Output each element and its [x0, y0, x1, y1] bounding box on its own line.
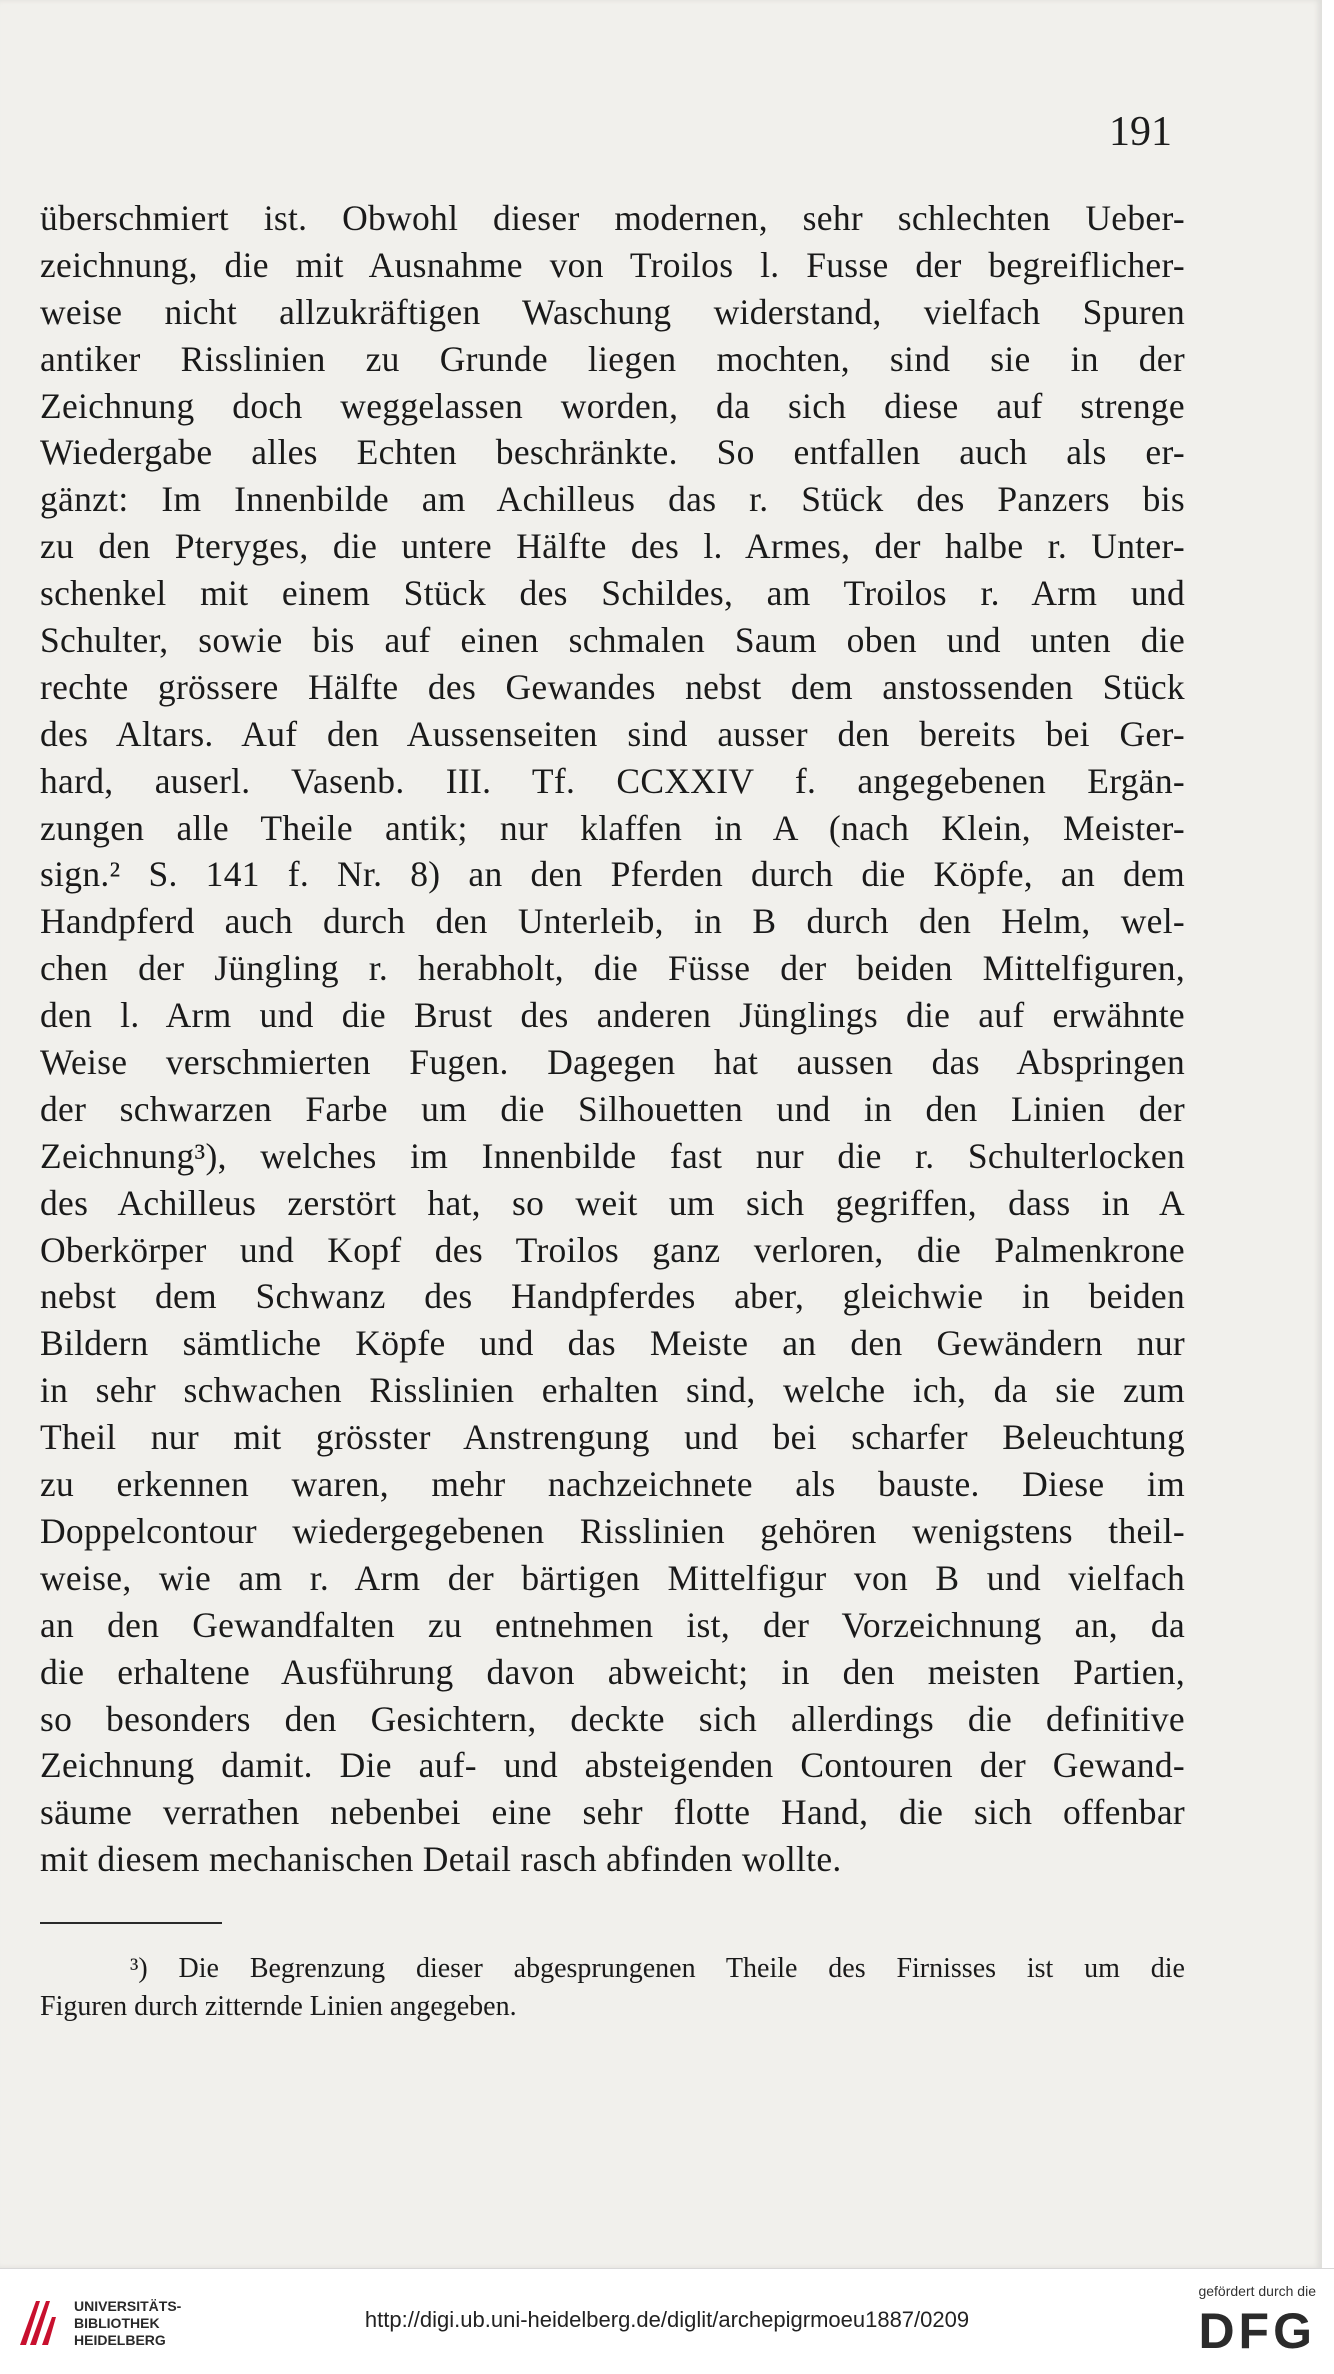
text-line: Zeichnung³), welches im Innenbilde fast nur die r. Schulterlocken	[40, 1135, 1185, 1176]
text-line: sign.² S. 141 f. Nr. 8) an den Pferden durch die Köpfe, an dem	[40, 854, 1185, 895]
text-line: Bildern sämtliche Köpfe und das Meiste an den Gewändern nur	[40, 1323, 1185, 1364]
text-line: des Achilleus zerstört hat, so weit um sich gegriffen, dass in A	[40, 1182, 1185, 1223]
text-line: zu den Pteryges, die untere Hälfte des l. Armes, der halbe r. Unter-	[40, 526, 1185, 567]
text-line: Zeichnung damit. Die auf- und absteigenden Contouren der Gewand-	[40, 1745, 1185, 1786]
dfg-logo: DFG	[1198, 2303, 1316, 2359]
text-line: überschmiert ist. Obwohl dieser modernen, sehr schlechten Ueber-	[40, 198, 1185, 238]
funding-caption: gefördert durch die	[1198, 2283, 1316, 2299]
text-line: nebst dem Schwanz des Handpferdes aber, gleichwie in beiden	[40, 1276, 1185, 1317]
page-number: 191	[1109, 109, 1172, 155]
text-line: Handpferd auch durch den Unterleib, in B durch den Helm, wel-	[40, 901, 1185, 942]
library-name-line3: HEIDELBERG	[74, 2331, 166, 2348]
text-line: des Altars. Auf den Aussenseiten sind ausser den bereits bei Ger-	[40, 713, 1185, 754]
text-line: schenkel mit einem Stück des Schildes, am Troilos r. Arm und	[40, 573, 1185, 614]
text-line: an den Gewandfalten zu entnehmen ist, der Vorzeichnung an, da	[40, 1604, 1185, 1645]
text-line: Wiedergabe alles Echten beschränkte. So entfallen auch als er-	[40, 432, 1185, 473]
text-line: der schwarzen Farbe um die Silhouetten und in den Linien der	[40, 1088, 1185, 1129]
library-name-line1: UNIVERSITÄTS-	[74, 2297, 182, 2314]
text-line: in sehr schwachen Risslinien erhalten sind, welche ich, da sie zum	[40, 1370, 1185, 1411]
text-line: Doppelcontour wiedergegebenen Risslinien gehören wenigstens theil-	[40, 1510, 1185, 1551]
text-line: Weise verschmierten Fugen. Dagegen hat aussen das Abspringen	[40, 1042, 1185, 1083]
text-line: so besonders den Gesichtern, deckte sich allerdings die definitive	[40, 1698, 1185, 1739]
text-line: Schulter, sowie bis auf einen schmalen Saum oben und unten die	[40, 620, 1185, 661]
text-line: Theil nur mit grösster Anstrengung und bei scharfer Beleuchtung	[40, 1417, 1185, 1458]
text-line: zeichnung, die mit Ausnahme von Troilos l. Fusse der begreiflicher-	[40, 244, 1185, 285]
text-line: weise, wie am r. Arm der bärtigen Mittelfigur von B und vielfach	[40, 1557, 1185, 1598]
footnote-line: ³) Die Begrenzung dieser abgesprungenen Theile des Firnisses ist um die	[130, 1953, 1185, 1984]
text-line: Zeichnung doch weggelassen worden, da sich diese auf strenge	[40, 385, 1185, 426]
body-text	[40, 195, 1185, 1883]
text-line: antiker Risslinien zu Grunde liegen mochten, sind sie in der	[40, 338, 1185, 379]
page-edge	[1322, 0, 1334, 2268]
text-line: mit diesem mechanischen Detail rasch abfinden wollte.	[40, 1839, 842, 1880]
viewer-footer	[0, 2268, 1334, 2374]
footnote	[40, 1950, 1185, 2026]
text-line: zungen alle Theile antik; nur klaffen in A (nach Klein, Meister-	[40, 807, 1185, 848]
text-line: den l. Arm und die Brust des anderen Jünglings die auf erwähnte	[40, 995, 1185, 1036]
permalink-url[interactable]: http://digi.ub.uni-heidelberg.de/diglit/archepigrmoeu1887/0209	[364, 2307, 970, 2332]
library-name-line2: BIBLIOTHEK	[74, 2314, 160, 2331]
funding-notice[interactable]	[1198, 2283, 1316, 2359]
text-line: gänzt: Im Innenbilde am Achilleus das r. Stück des Panzers bis	[40, 479, 1185, 520]
text-line: weise nicht allzukräftigen Waschung widerstand, vielfach Spuren	[40, 291, 1185, 332]
text-line: säume verrathen nebenbei eine sehr flotte Hand, die sich offenbar	[40, 1792, 1185, 1833]
text-line: die erhaltene Ausführung davon abweicht; in den meisten Partien,	[40, 1651, 1185, 1692]
text-line: Oberkörper und Kopf des Troilos ganz verloren, die Palmenkrone	[40, 1229, 1185, 1270]
footnote-line: Figuren durch zitternde Linien angegeben.	[40, 1991, 517, 2022]
text-line: zu erkennen waren, mehr nachzeichnete als bauste. Diese im	[40, 1464, 1185, 1505]
text-line: rechte grössere Hälfte des Gewandes nebst dem anstossenden Stück	[40, 666, 1185, 707]
footnote-rule	[40, 1922, 222, 1924]
text-line: chen der Jüngling r. herabholt, die Füsse der beiden Mittelfiguren,	[40, 948, 1185, 989]
text-line: hard, auserl. Vasenb. III. Tf. CCXXIV f. angegebenen Ergän-	[40, 760, 1185, 801]
